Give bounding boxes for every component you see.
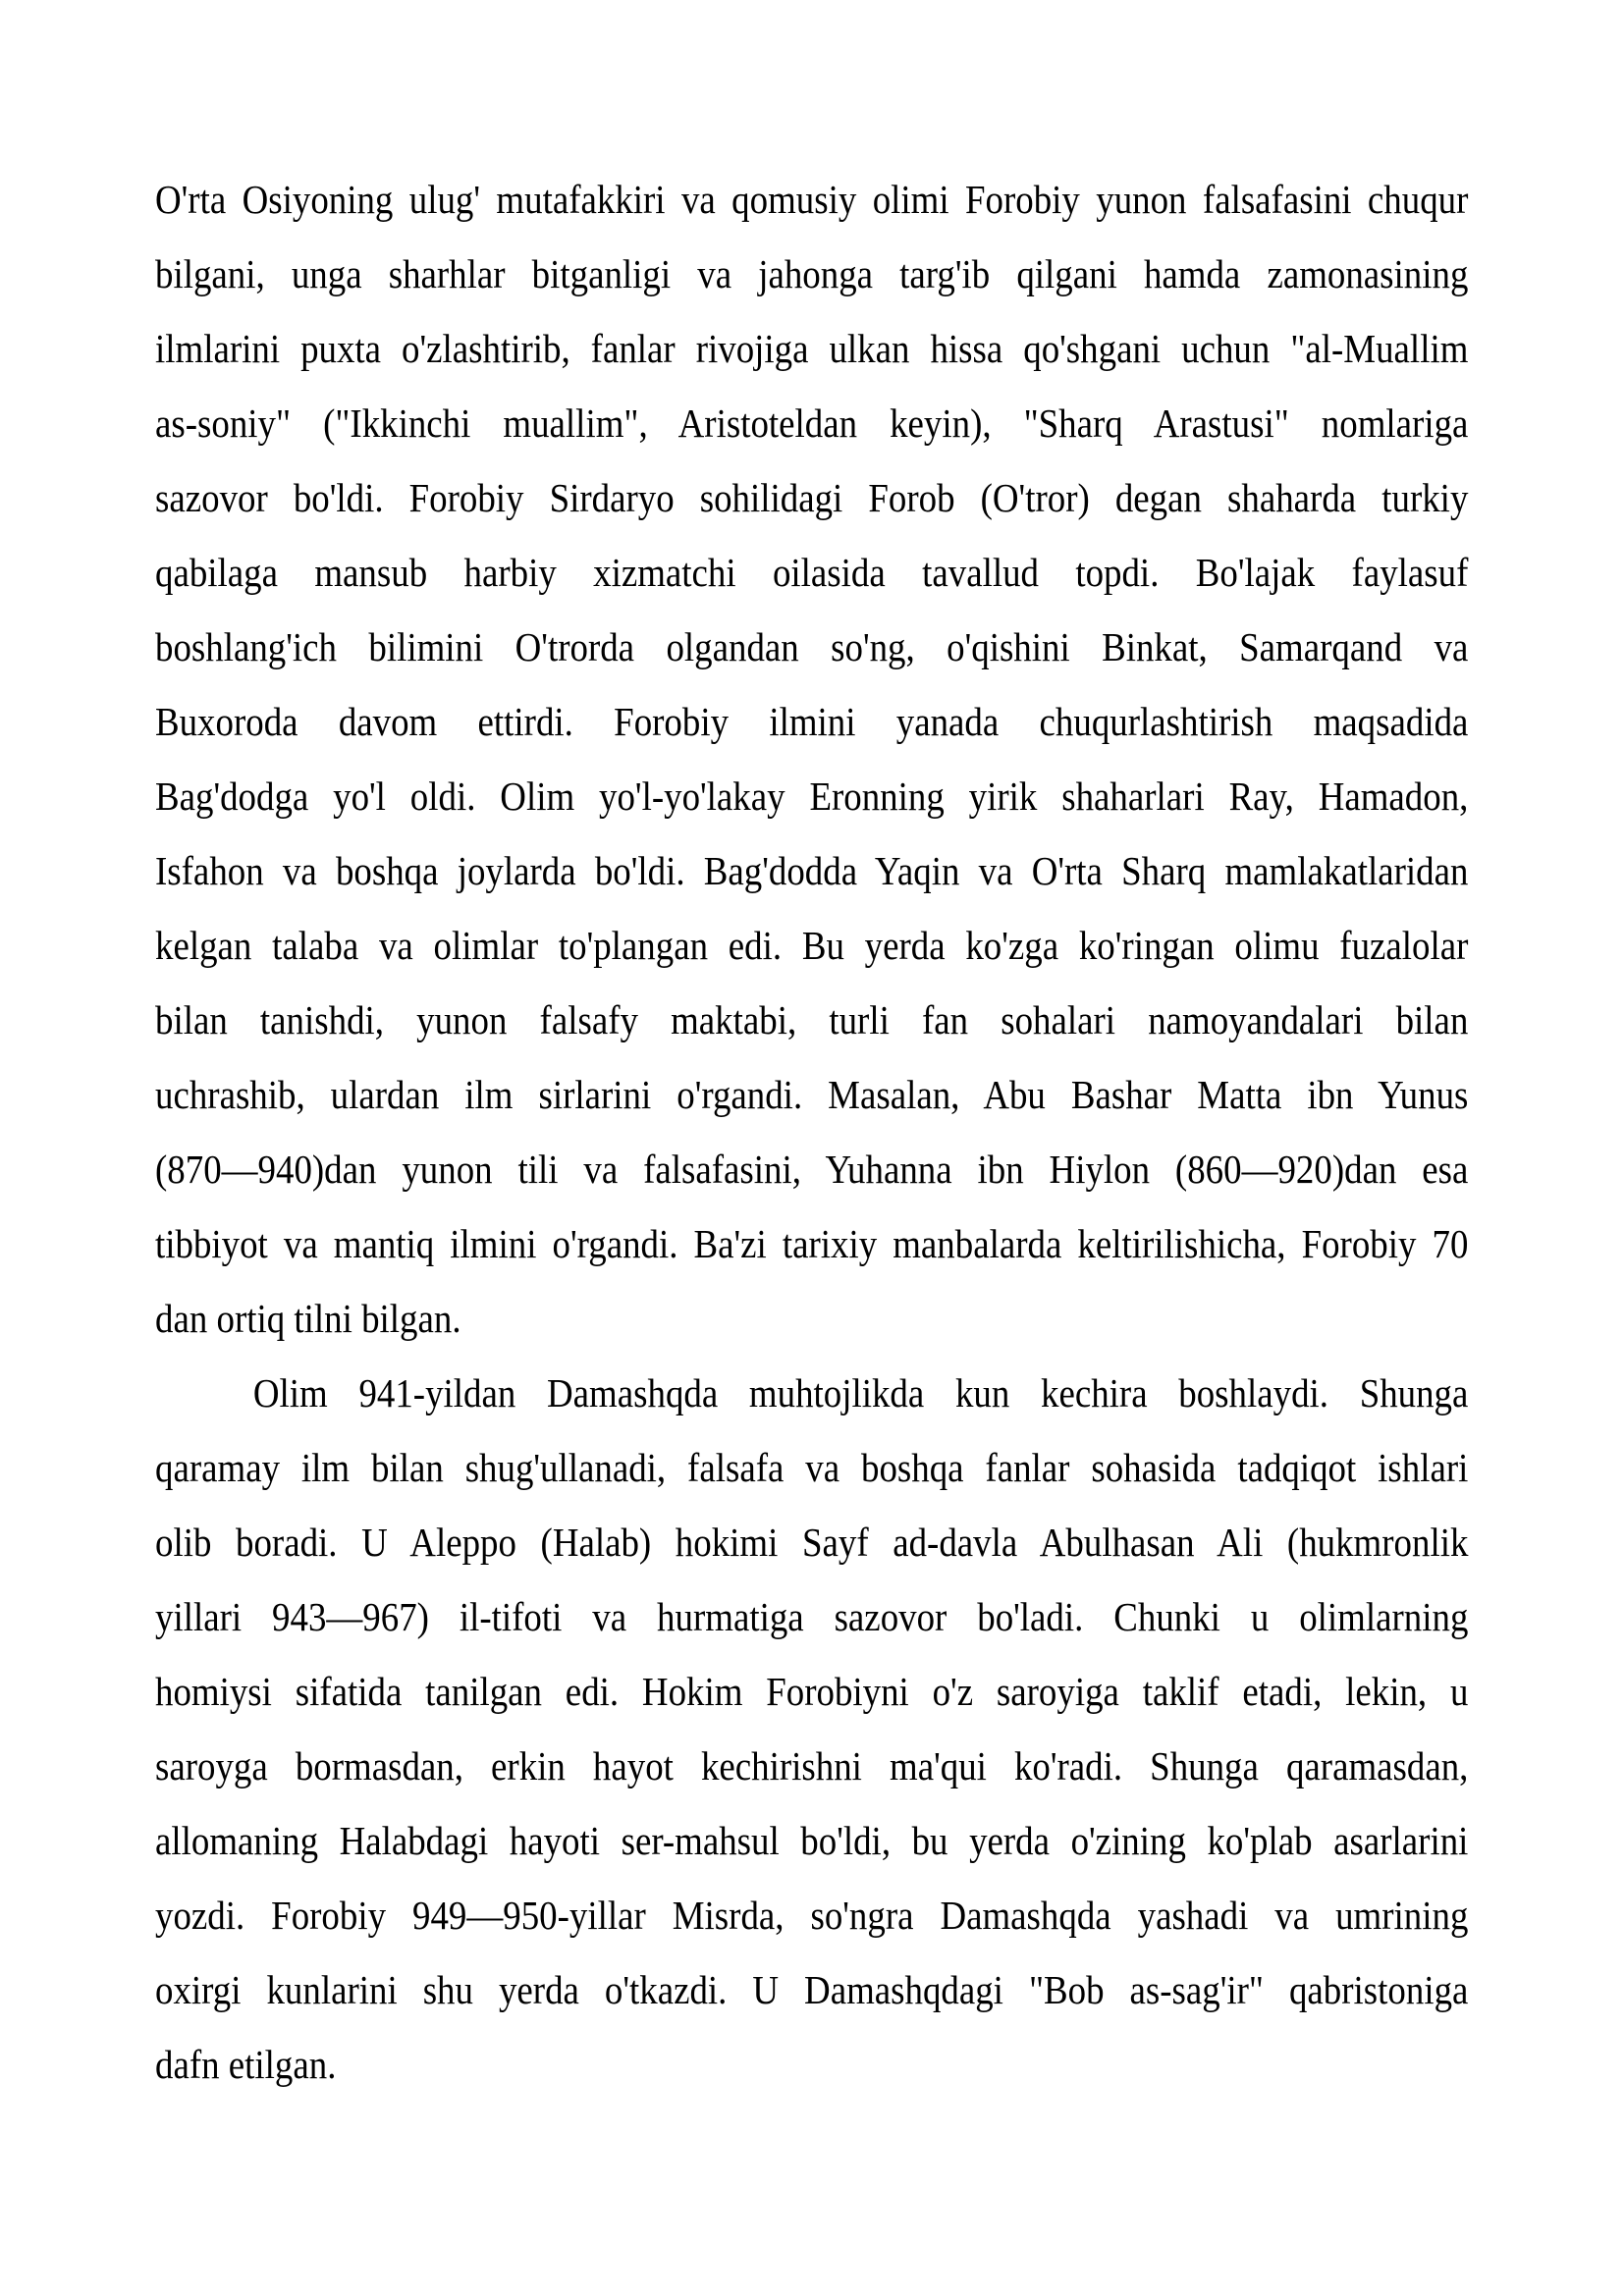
document-body xyxy=(155,162,1468,2102)
text-line: allomaning Halabdagi hayoti ser-mahsul bo'ldi, bu yerda o'zining ko'plab asarlarini xyxy=(155,1818,1469,1863)
text-line: Bag'dodga yo'l oldi. Olim yo'l-yo'lakay Eronning yirik shaharlari Ray, Hamadon, xyxy=(155,774,1469,819)
text-line: (870—940)dan yunon tili va falsafasini, Yuhanna ibn Hiylon (860—920)dan esa xyxy=(155,1147,1469,1192)
text-line: saroyga bormasdan, erkin hayot kechirishni ma'qui ko'radi. Shunga qaramasdan, xyxy=(155,1743,1469,1789)
text-line: dafn etilgan. xyxy=(155,2042,337,2087)
text-line: O'rta Osiyoning ulug' mutafakkiri va qomusiy olimi Forobiy yunon falsafasini chuqur xyxy=(155,177,1469,222)
paragraph-1 xyxy=(155,162,1468,1356)
text-line: ilmlarini puxta o'zlashtirib, fanlar rivojiga ulkan hissa qo'shgani uchun "al-Muallim xyxy=(155,326,1469,371)
text-line: bilgani, unga sharhlar bitganligi va jahonga targ'ib qilgani hamda zamonasining xyxy=(155,251,1469,296)
text-line: dan ortiq tilni bilgan. xyxy=(155,1296,461,1341)
text-line: uchrashib, ulardan ilm sirlarini o'rgandi. Masalan, Abu Bashar Matta ibn Yunus xyxy=(155,1072,1469,1117)
paragraph-2 xyxy=(155,1356,1468,2102)
text-line: qabilaga mansub harbiy xizmatchi oilasida tavallud topdi. Bo'lajak faylasuf xyxy=(155,550,1469,595)
text-line: Buxoroda davom ettirdi. Forobiy ilmini yanada chuqurlashtirish maqsadida xyxy=(155,699,1469,744)
text-line: Olim 941-yildan Damashqda muhtojlikda kun kechira boshlaydi. Shunga xyxy=(252,1370,1469,1415)
text-line: qaramay ilm bilan shug'ullanadi, falsafa va boshqa fanlar sohasida tadqiqot ishlari xyxy=(155,1445,1469,1490)
text-line: as-soniy" ("Ikkinchi muallim", Aristoteldan keyin), "Sharq Arastusi" nomlariga xyxy=(155,400,1469,446)
text-line: kelgan talaba va olimlar to'plangan edi. Bu yerda ko'zga ko'ringan olimu fuzalolar xyxy=(155,923,1469,968)
text-line: bilan tanishdi, yunon falsafy maktabi, turli fan sohalari namoyandalari bilan xyxy=(155,997,1469,1042)
text-line: oxirgi kunlarini shu yerda o'tkazdi. U Damashqdagi "Bob as-sag'ir" qabristoniga xyxy=(155,1967,1469,2012)
text-line: boshlang'ich bilimini O'trorda olgandan so'ng, o'qishini Binkat, Samarqand va xyxy=(155,624,1469,669)
text-line: olib boradi. U Aleppo (Halab) hokimi Sayf ad-davla Abulhasan Ali (hukmronlik xyxy=(155,1520,1469,1565)
text-line: tibbiyot va mantiq ilmini o'rgandi. Ba'zi tarixiy manbalarda keltirilishicha, Forobiy 70 xyxy=(155,1221,1469,1266)
text-line: sazovor bo'ldi. Forobiy Sirdaryo sohilidagi Forob (O'tror) degan shaharda turkiy xyxy=(155,475,1469,520)
text-line: yozdi. Forobiy 949—950-yillar Misrda, so'ngra Damashqda yashadi va umrining xyxy=(155,1893,1469,1938)
text-line: homiysi sifatida tanilgan edi. Hokim Forobiyni o'z saroyiga taklif etadi, lekin, u xyxy=(155,1669,1469,1714)
text-line: yillari 943—967) il-tifoti va hurmatiga sazovor bo'ladi. Chunki u olimlarning xyxy=(155,1594,1469,1639)
text-line: Isfahon va boshqa joylarda bo'ldi. Bag'dodda Yaqin va O'rta Sharq mamlakatlaridan xyxy=(155,848,1469,893)
